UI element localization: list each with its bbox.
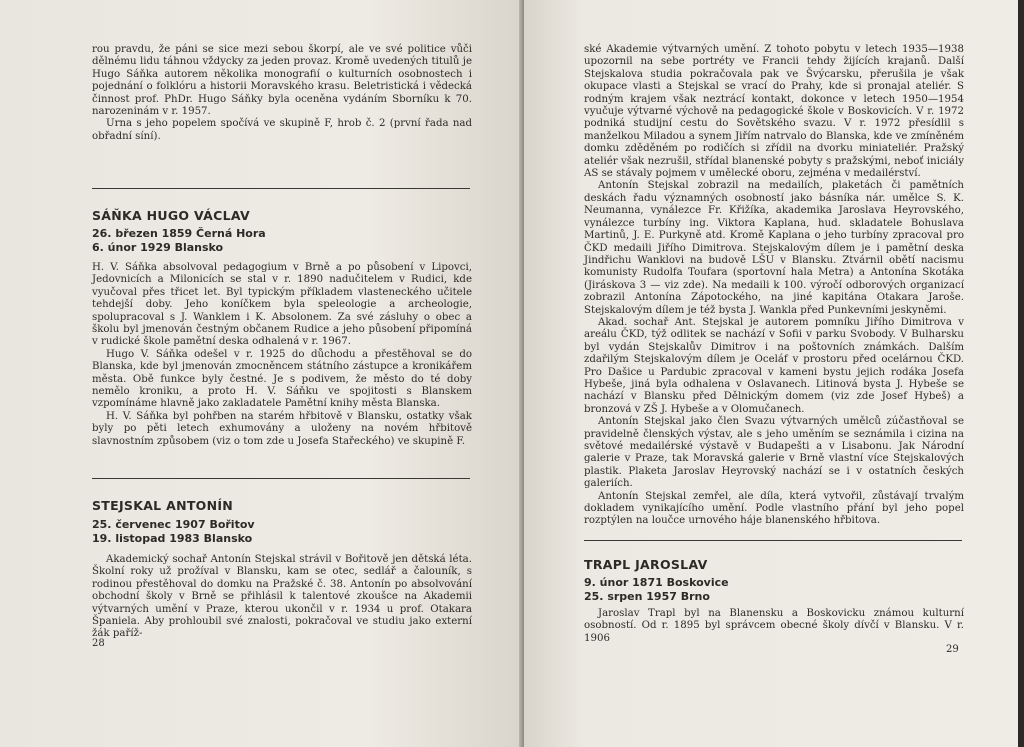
page-edge-shadow: [1018, 0, 1024, 747]
sanka-paragraph-1: H. V. Sáňka absolvoval pedagogium v Brně a po působení v Lipovci, Jedovnicích a Milonicích se stal v r. 1890 nadučitelem v Rudici, kde vyučoval přes třicet let. Byl typickým příkladem vlasteneckého učitele tehdejší doby. Jeho koníčkem byla speleologie a archeologie, spolupracoval s J. Wanklem i K. Absolonem. Za své zásluhy o obec a školu byl jmenován čestným občanem Rudice a jeho působení připomíná v rudické škole pamětní deska odhalená v r. 1967.: [92, 262, 472, 348]
stejskal-paragraph-1: Akademický sochař Antonín Stejskal strávil v Bořitově jen dětská léta. Školní roky už prožíval v Blansku, kam se otec, sedlář a čalouník, s rodinou přestěhoval do domku na Pražské č. 38. Antonín po absolvování obchodní školy v Brně se přihlásil k talentové zkoušce na Akademii výtvarných umění v Praze, kterou ukončil v r. 1934 u prof. Otakara Španiela. Aby prohloubil své znalosti, pokračoval ve studiu jako externí žák paříž-: [92, 554, 472, 640]
trapl-paragraph-1: Jaroslav Trapl byl na Blanensku a Boskovicku známou kulturní osobností. Od r. 1895 byl správcem obecné školy dívčí v Blansku. V r. 1906: [584, 608, 964, 644]
trapl-heading: TRAPL JAROSLAV: [584, 557, 708, 572]
page-number-left: 28: [92, 638, 105, 649]
sanka-paragraph-3: H. V. Sáňka byl pohřben na starém hřbitově v Blansku, ostatky však byly po pěti letech exhumovány a uloženy na novém hřbitově slavnostním způsobem (viz o tom zde u Josefa Stařeckého) ve skupině F.: [92, 410, 472, 447]
stejskal-continued-5: Antonín Stejskal zemřel, ale díla, která vytvořil, zůstávají trvalým dokladem vynikajícího umění. Podle vlastního přání byl jeho popel rozptýlen na loučce urnového háje blanenského hřbitova.: [584, 490, 964, 527]
stejskal-death: 19. listopad 1983 Blansko: [92, 532, 253, 545]
trapl-death: 25. srpen 1957 Brno: [584, 590, 710, 603]
sanka-biography: [92, 262, 472, 448]
page-number-right: 29: [946, 644, 959, 655]
section-divider: [92, 478, 470, 479]
sanka-heading: SÁŇKA HUGO VÁCLAV: [92, 208, 250, 223]
sanka-birth: 26. březen 1859 Černá Hora: [92, 227, 266, 240]
stejskal-continued-2: Antonín Stejskal zobrazil na medailích, plaketách či pamětních deskách řadu významných osobností jako básníka nár. umělce S. K. Neumanna, vynálezce Fr. Křižíka, akademika Jaroslava Heyrovského, vynálezce turbíny ing. Viktora Kaplana, hud. skladatele Bohuslava Martinů, J. E. Purkyně atd. Kromě Kaplana o jeho turbíny zpracoval pro ČKD medaili Jiřího Dimitrova. Stejskalovým dílem je i pamětní deska Jindřichu Wanklovi na budově LŠU v Blansku. Ztvárnil obětí nacismu komunisty Rudolfa Toufara (sportovní hala Metra) a Antonína Skotáka (Jiráskova 3 — viz zde). Na medaili k 100. výročí odborových organizací zobrazil Antonína Zápotockého, na jiné kapitána Otakara Jaroše. Stejskalovým dílem je též bysta J. Wankla před Punkevními jeskyněmi.: [584, 180, 964, 316]
stejskal-continued-4: Antonín Stejskal jako člen Svazu výtvarných umělců zúčastňoval se pravidelně členských výstav, ale s jeho uměním se seznámila i cizina na světové medailérské výstavě v Budapešti a v Lisabonu. Jak Národní galerie v Praze, tak Moravská galerie v Brně vlastní více Stejskalových plastik. Plaketa Jaroslav Heyrovský nachází se i v ostatních českých galeriích.: [584, 416, 964, 490]
section-divider: [584, 540, 962, 541]
stejskal-continued-1: ské Akademie výtvarných umění. Z tohoto pobytu v letech 1935—1938 upozornil na sebe portréty ve Francii tehdy žijících krajanů. Další Stejskalova studia pokračovala pak ve Švýcarsku, přerušila je však okupace vlasti a Stejskal se vrací do Prahy, kde si pronajal ateliér. S rodným krajem však neztrácí kontakt, dokonce v letech 1950—1954 vyučuje výtvarné výchově na pedagogické škole v Boskovicích. V r. 1972 podniká studijní cestu do Sovětského svazu. V r. 1972 přesídlil s manželkou Miladou a synem Jiřím natrvalo do Blanska, kde ve zmíněném domku zděděném po rodičích si zřídil na dvorku miniateliér. Pražský ateliér však nezrušil, střídal blanenské pobyty s pražskými, neboť iniciály AS se stávaly pojmem v umělecké oboru, zejména v medailérství.: [584, 44, 964, 180]
sanka-paragraph-2: Hugo V. Sáňka odešel v r. 1925 do důchodu a přestěhoval se do Blanska, kde byl jmenován zmocněncem státního zástupce a kronikářem města. Obě funkce byly čestné. Je s podivem, že město do té doby nemělo kroniku, a proto H. V. Sáňku ve spojitosti s Blanskem vzpomínáme hlavně jako zakladatele Pamětní knihy města Blanska.: [92, 348, 472, 410]
right-top-text: [584, 44, 964, 528]
urn-paragraph: Urna s jeho popelem spočívá ve skupině F, hrob č. 2 (první řada nad obřadní síní).: [92, 118, 472, 142]
trapl-biography: [584, 608, 964, 645]
intro-paragraph: rou pravdu, že páni se sice mezi sebou škorpí, ale ve své politice vůči dělnému lidu táhnou vždycky za jeden provaz. Kromě uvedených titulů je Hugo Sáňka autorem několika monografií o kulturních osobnostech i pojednání o folklóru a historii Moravského krasu. Beletristická i vědecká činnost prof. PhDr. Hugo Sáňky byla oceněna vydáním Sborníku k 70. narozeninám v r. 1957.: [92, 44, 472, 118]
stejskal-birth: 25. červenec 1907 Bořitov: [92, 518, 255, 531]
left-top-text: [92, 44, 472, 143]
stejskal-biography: [92, 554, 472, 641]
stejskal-heading: STEJSKAL ANTONÍN: [92, 498, 234, 513]
stejskal-continued-3: Akad. sochař Ant. Stejskal je autorem pomníku Jiřího Dimitrova v areálu ČKD, týž odlitek se nachází v Sofii v parku Svobody. V Bulharsku byl vydán Stejskalův Dimitrov i na poštovních známkách. Dalším zdařilým Stejskalovým dílem je Oceláf v prostoru před ocelárnou ČKD. Pro Dašice u Pardubic zpracoval v kameni bystu jejich rodáka Josefa Hybeše, jiná byla odhalena v Oslavanech. Litinová bysta J. Hybeše se nachází v Blansku před Dělnickým domem (viz zde Josef Hybeš) a bronzová v ZŠ J. Hybeše a v Olomučanech.: [584, 316, 964, 415]
right-page: [524, 0, 1018, 747]
sanka-death: 6. únor 1929 Blansko: [92, 241, 224, 254]
section-divider: [92, 188, 470, 189]
trapl-birth: 9. únor 1871 Boskovice: [584, 576, 729, 589]
